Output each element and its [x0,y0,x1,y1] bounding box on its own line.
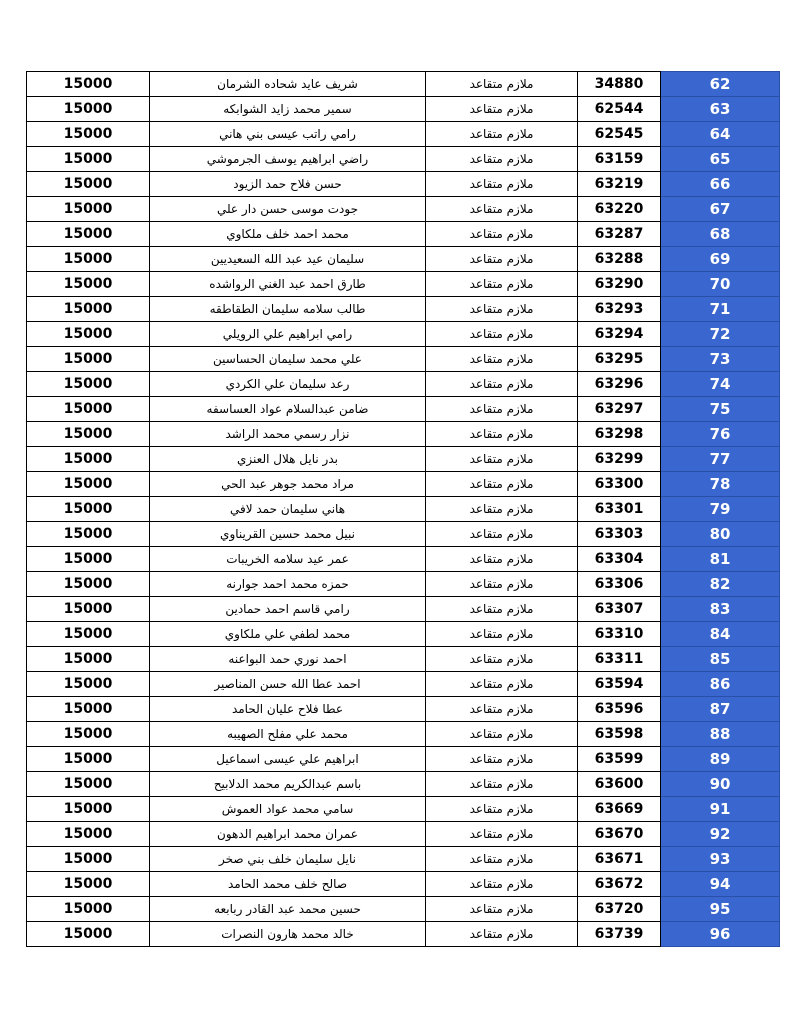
id-number-cell: 63306 [578,572,661,597]
sequence-number-cell: 89 [661,747,780,772]
name-cell: محمد لطفي علي ملكاوي [150,622,426,647]
name-cell: شريف عايد شحاده الشرمان [150,72,426,97]
rank-cell: ملازم متقاعد [426,72,578,97]
amount-cell: 15000 [27,472,150,497]
table-row [27,297,780,322]
sequence-number-cell: 74 [661,372,780,397]
sequence-number-cell: 73 [661,347,780,372]
rank-cell: ملازم متقاعد [426,297,578,322]
name-cell: رعد سليمان علي الكردي [150,372,426,397]
amount-cell: 15000 [27,272,150,297]
rank-cell: ملازم متقاعد [426,472,578,497]
id-number-cell: 63220 [578,197,661,222]
name-cell: عمر عيد سلامه الخريبات [150,547,426,572]
amount-cell: 15000 [27,247,150,272]
amount-cell: 15000 [27,172,150,197]
sequence-number-cell: 84 [661,622,780,647]
sequence-number-cell: 88 [661,722,780,747]
amount-cell: 15000 [27,497,150,522]
sequence-number-cell: 77 [661,447,780,472]
id-number-cell: 63598 [578,722,661,747]
table-row [27,197,780,222]
name-cell: صالح خلف محمد الحامد [150,872,426,897]
table-row [27,472,780,497]
id-number-cell: 63307 [578,597,661,622]
sequence-number-cell: 71 [661,297,780,322]
amount-cell: 15000 [27,522,150,547]
sequence-number-cell: 81 [661,547,780,572]
rank-cell: ملازم متقاعد [426,397,578,422]
amount-cell: 15000 [27,447,150,472]
name-cell: بدر نايل هلال العنزي [150,447,426,472]
id-number-cell: 63299 [578,447,661,472]
rank-cell: ملازم متقاعد [426,822,578,847]
name-cell: هاني سليمان حمد لافي [150,497,426,522]
rank-cell: ملازم متقاعد [426,772,578,797]
id-number-cell: 63287 [578,222,661,247]
table-row [27,772,780,797]
name-cell: حمزه محمد احمد جوارنه [150,572,426,597]
table-row [27,747,780,772]
id-number-cell: 63669 [578,797,661,822]
id-number-cell: 63594 [578,672,661,697]
rank-cell: ملازم متقاعد [426,422,578,447]
name-cell: راضي ابراهيم يوسف الجرموشي [150,147,426,172]
rank-cell: ملازم متقاعد [426,197,578,222]
name-cell: رامي قاسم احمد حمادين [150,597,426,622]
id-number-cell: 63219 [578,172,661,197]
table-row [27,147,780,172]
rank-cell: ملازم متقاعد [426,147,578,172]
name-cell: ضامن عبدالسلام عواد العساسفه [150,397,426,422]
sequence-number-cell: 94 [661,872,780,897]
amount-cell: 15000 [27,222,150,247]
rank-cell: ملازم متقاعد [426,722,578,747]
rank-cell: ملازم متقاعد [426,372,578,397]
id-number-cell: 63296 [578,372,661,397]
amount-cell: 15000 [27,397,150,422]
amount-cell: 15000 [27,147,150,172]
amount-cell: 15000 [27,72,150,97]
sequence-number-cell: 90 [661,772,780,797]
id-number-cell: 63672 [578,872,661,897]
name-cell: ابراهيم علي عيسى اسماعيل [150,747,426,772]
table-row [27,222,780,247]
rank-cell: ملازم متقاعد [426,547,578,572]
table-row [27,672,780,697]
amount-cell: 15000 [27,97,150,122]
name-cell: نزار رسمي محمد الراشد [150,422,426,447]
sequence-number-cell: 87 [661,697,780,722]
officers-table-body [27,72,780,947]
id-number-cell: 63295 [578,347,661,372]
id-number-cell: 63301 [578,497,661,522]
id-number-cell: 63671 [578,847,661,872]
name-cell: جودت موسى حسن دار علي [150,197,426,222]
rank-cell: ملازم متقاعد [426,797,578,822]
name-cell: مراد محمد جوهر عبد الحي [150,472,426,497]
amount-cell: 15000 [27,772,150,797]
amount-cell: 15000 [27,622,150,647]
sequence-number-cell: 67 [661,197,780,222]
amount-cell: 15000 [27,847,150,872]
sequence-number-cell: 80 [661,522,780,547]
table-row [27,647,780,672]
sequence-number-cell: 64 [661,122,780,147]
sequence-number-cell: 82 [661,572,780,597]
table-row [27,822,780,847]
sequence-number-cell: 72 [661,322,780,347]
name-cell: رامي راتب عيسى بني هاني [150,122,426,147]
rank-cell: ملازم متقاعد [426,847,578,872]
rank-cell: ملازم متقاعد [426,222,578,247]
officers-table [26,71,780,947]
name-cell: محمد احمد خلف ملكاوي [150,222,426,247]
table-row [27,172,780,197]
id-number-cell: 63297 [578,397,661,422]
sequence-number-cell: 66 [661,172,780,197]
table-row [27,347,780,372]
rank-cell: ملازم متقاعد [426,322,578,347]
amount-cell: 15000 [27,897,150,922]
table-row [27,797,780,822]
name-cell: علي محمد سليمان الحساسين [150,347,426,372]
amount-cell: 15000 [27,797,150,822]
name-cell: خالد محمد هارون النصرات [150,922,426,947]
sequence-number-cell: 83 [661,597,780,622]
name-cell: نايل سليمان خلف بني صخر [150,847,426,872]
table-row [27,897,780,922]
rank-cell: ملازم متقاعد [426,622,578,647]
table-row [27,72,780,97]
sequence-number-cell: 92 [661,822,780,847]
rank-cell: ملازم متقاعد [426,347,578,372]
rank-cell: ملازم متقاعد [426,647,578,672]
id-number-cell: 63159 [578,147,661,172]
id-number-cell: 63303 [578,522,661,547]
table-row [27,622,780,647]
name-cell: حسين محمد عبد القادر ربابعه [150,897,426,922]
name-cell: رامي ابراهيم علي الرويلي [150,322,426,347]
id-number-cell: 63300 [578,472,661,497]
amount-cell: 15000 [27,672,150,697]
rank-cell: ملازم متقاعد [426,122,578,147]
rank-cell: ملازم متقاعد [426,572,578,597]
id-number-cell: 63720 [578,897,661,922]
sequence-number-cell: 79 [661,497,780,522]
table-row [27,372,780,397]
table-row [27,572,780,597]
amount-cell: 15000 [27,122,150,147]
id-number-cell: 63311 [578,647,661,672]
name-cell: سمير محمد زايد الشوابكه [150,97,426,122]
sequence-number-cell: 62 [661,72,780,97]
amount-cell: 15000 [27,597,150,622]
name-cell: طارق احمد عبد الغني الرواشده [150,272,426,297]
amount-cell: 15000 [27,422,150,447]
table-row [27,597,780,622]
id-number-cell: 63596 [578,697,661,722]
rank-cell: ملازم متقاعد [426,897,578,922]
table-row [27,497,780,522]
amount-cell: 15000 [27,697,150,722]
id-number-cell: 63293 [578,297,661,322]
amount-cell: 15000 [27,747,150,772]
name-cell: سليمان عيد عبد الله السعيديين [150,247,426,272]
sequence-number-cell: 93 [661,847,780,872]
id-number-cell: 63599 [578,747,661,772]
rank-cell: ملازم متقاعد [426,697,578,722]
amount-cell: 15000 [27,297,150,322]
amount-cell: 15000 [27,197,150,222]
amount-cell: 15000 [27,322,150,347]
table-row [27,872,780,897]
sequence-number-cell: 85 [661,647,780,672]
id-number-cell: 63294 [578,322,661,347]
rank-cell: ملازم متقاعد [426,522,578,547]
rank-cell: ملازم متقاعد [426,247,578,272]
sequence-number-cell: 78 [661,472,780,497]
rank-cell: ملازم متقاعد [426,872,578,897]
table-row [27,272,780,297]
table-row [27,522,780,547]
rank-cell: ملازم متقاعد [426,497,578,522]
id-number-cell: 63304 [578,547,661,572]
rank-cell: ملازم متقاعد [426,597,578,622]
id-number-cell: 63739 [578,922,661,947]
table-row [27,722,780,747]
sequence-number-cell: 95 [661,897,780,922]
rank-cell: ملازم متقاعد [426,172,578,197]
table-row [27,697,780,722]
sequence-number-cell: 65 [661,147,780,172]
id-number-cell: 63288 [578,247,661,272]
sequence-number-cell: 70 [661,272,780,297]
rank-cell: ملازم متقاعد [426,747,578,772]
name-cell: طالب سلامه سليمان الطقاطقه [150,297,426,322]
table-row [27,397,780,422]
id-number-cell: 63670 [578,822,661,847]
sequence-number-cell: 86 [661,672,780,697]
amount-cell: 15000 [27,872,150,897]
table-row [27,247,780,272]
table-row [27,97,780,122]
table-row [27,847,780,872]
name-cell: باسم عبدالكريم محمد الدلابيح [150,772,426,797]
name-cell: حسن فلاح حمد الزيود [150,172,426,197]
table-row [27,122,780,147]
table-row [27,922,780,947]
id-number-cell: 62544 [578,97,661,122]
amount-cell: 15000 [27,572,150,597]
amount-cell: 15000 [27,722,150,747]
id-number-cell: 63310 [578,622,661,647]
amount-cell: 15000 [27,647,150,672]
sequence-number-cell: 96 [661,922,780,947]
sequence-number-cell: 68 [661,222,780,247]
name-cell: محمد علي مفلح الصهيبه [150,722,426,747]
id-number-cell: 63290 [578,272,661,297]
amount-cell: 15000 [27,547,150,572]
amount-cell: 15000 [27,347,150,372]
sequence-number-cell: 91 [661,797,780,822]
sequence-number-cell: 76 [661,422,780,447]
table-row [27,422,780,447]
name-cell: عمران محمد ابراهيم الدهون [150,822,426,847]
sequence-number-cell: 63 [661,97,780,122]
amount-cell: 15000 [27,822,150,847]
sequence-number-cell: 69 [661,247,780,272]
sequence-number-cell: 75 [661,397,780,422]
name-cell: احمد عطا الله حسن المناصير [150,672,426,697]
rank-cell: ملازم متقاعد [426,272,578,297]
table-row [27,322,780,347]
table-row [27,447,780,472]
rank-cell: ملازم متقاعد [426,922,578,947]
id-number-cell: 63600 [578,772,661,797]
id-number-cell: 63298 [578,422,661,447]
id-number-cell: 62545 [578,122,661,147]
name-cell: نبيل محمد حسين القريناوي [150,522,426,547]
rank-cell: ملازم متقاعد [426,447,578,472]
rank-cell: ملازم متقاعد [426,672,578,697]
rank-cell: ملازم متقاعد [426,97,578,122]
amount-cell: 15000 [27,372,150,397]
id-number-cell: 34880 [578,72,661,97]
name-cell: احمد نوري حمد البواعنه [150,647,426,672]
amount-cell: 15000 [27,922,150,947]
name-cell: سامي محمد عواد العموش [150,797,426,822]
name-cell: عطا فلاح عليان الحامد [150,697,426,722]
table-row [27,547,780,572]
